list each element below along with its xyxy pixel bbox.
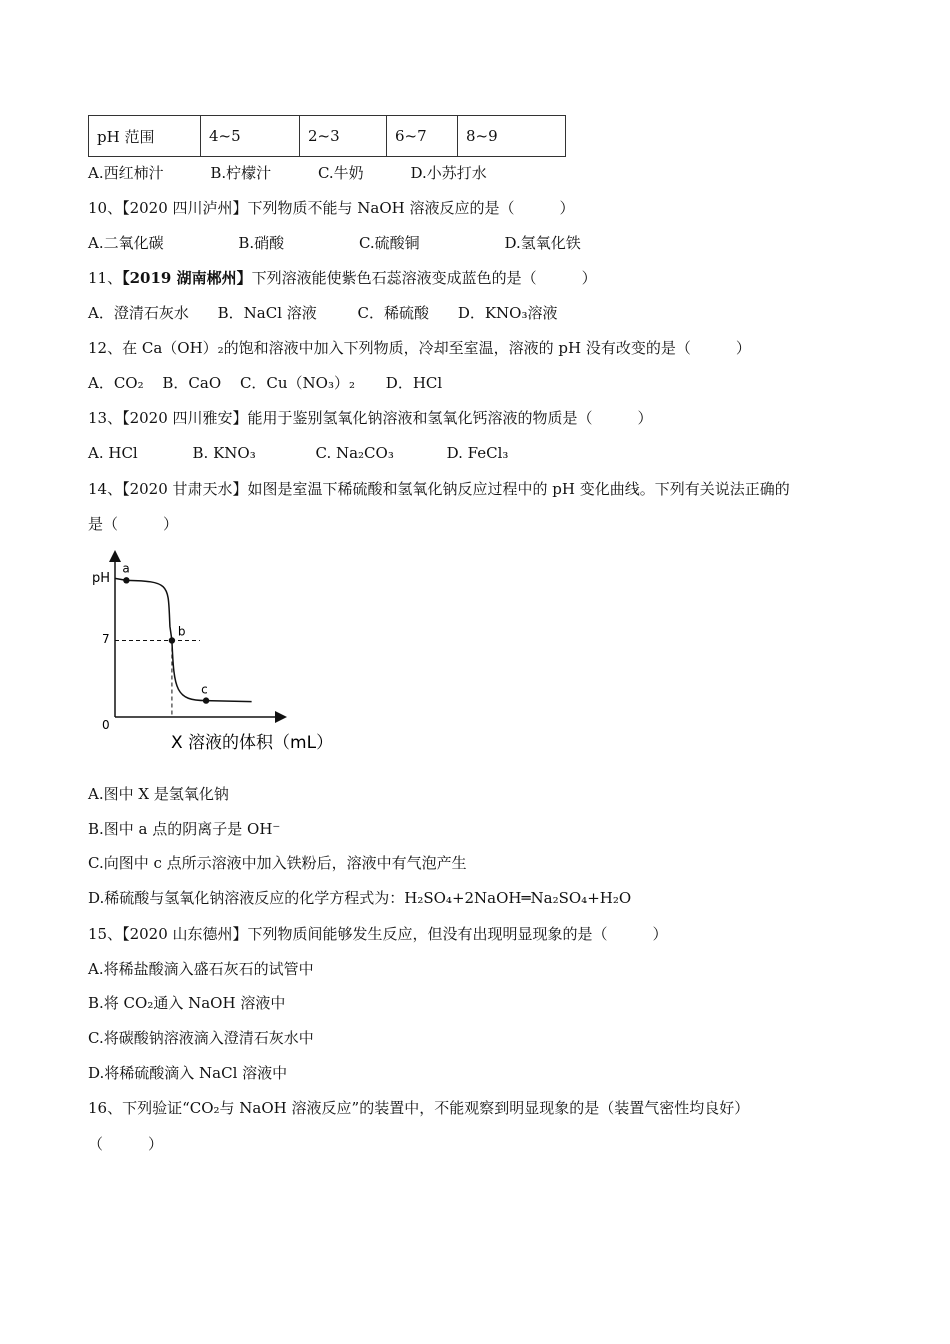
q14-option-b: B.图中 a 点的阴离子是 OH⁻ — [88, 820, 281, 838]
question-text: 下列溶液能使紫色石蕊溶液变成蓝色的是（ ） — [251, 269, 597, 287]
q10-stem: 10、【2020 四川泸州】下列物质不能与 NaOH 溶液反应的是（ ） — [88, 199, 575, 217]
option: A.二氧化碳 — [88, 234, 164, 252]
table-cell: 4~5 — [201, 116, 300, 157]
q12-stem: 12、在 Ca（OH）₂的饱和溶液中加入下列物质，冷却至室温，溶液的 pH 没有改变的是（ ） — [88, 339, 751, 357]
y-axis-label: pH — [92, 571, 111, 586]
option: D.小苏打水 — [410, 164, 487, 182]
q15-stem: 15、【2020 山东德州】下列物质间能够发生反应，但没有出现明显现象的是（ ） — [88, 925, 668, 943]
option: C.牛奶 — [317, 164, 364, 182]
table-cell: 2~3 — [300, 116, 387, 157]
q14-option-a: A.图中 X 是氢氧化钠 — [88, 785, 229, 803]
q14-stem-line1: 14、【2020 甘肃天水】如图是室温下稀硫酸和氢氧化钠反应过程中的 pH 变化曲线。下列有关说法正确的 — [88, 480, 790, 498]
point-c — [203, 697, 209, 703]
point-label-a: a — [122, 561, 130, 576]
option: D．HCl — [385, 374, 443, 392]
table-row — [89, 116, 566, 157]
q10-options — [88, 233, 581, 253]
q13-options — [88, 443, 508, 463]
q16-stem-line1: 16、下列验证“CO₂与 NaOH 溶液反应”的装置中，不能观察到明显现象的是（装置气密性均良好） — [88, 1099, 750, 1117]
option: C.硫酸铜 — [358, 234, 420, 252]
x-axis-label: X 溶液的体积（mL） — [171, 733, 334, 753]
option: A.西红柿汁 — [88, 164, 164, 182]
y-tick-label: 7 — [102, 632, 110, 646]
q15-option-a: A.将稀盐酸滴入盛石灰石的试管中 — [88, 960, 314, 978]
option: D．KNO₃溶液 — [457, 304, 558, 322]
q13-stem: 13、【2020 四川雅安】能用于鉴别氢氧化钠溶液和氢氧化钙溶液的物质是（ ） — [88, 409, 653, 427]
table-cell: 6~7 — [387, 116, 458, 157]
y-tick-label: 0 — [102, 718, 110, 732]
q15-option-b: B.将 CO₂通入 NaOH 溶液中 — [88, 994, 286, 1012]
q11-options — [88, 303, 557, 323]
curve-points — [122, 561, 209, 703]
option: A．澄清石灰水 — [88, 304, 189, 322]
point-label-b: b — [177, 624, 186, 639]
option: B.硝酸 — [238, 234, 285, 252]
point-a — [123, 577, 129, 583]
option: B．CaO — [162, 374, 222, 392]
question-number: 11、 — [88, 269, 123, 287]
option: D. FeCl₃ — [446, 444, 509, 462]
q16-stem-line2: （ ） — [88, 1135, 164, 1153]
q14-option-d: D.稀硫酸与氢氧化钠溶液反应的化学方程式为：H₂SO₄+2NaOH═Na₂SO₄+H₂O — [88, 889, 632, 907]
q14-stem-line2: 是（ ） — [88, 515, 179, 533]
ph-range-table — [88, 115, 566, 157]
option: A. HCl — [88, 444, 138, 462]
option: C．稀硫酸 — [357, 304, 430, 322]
ph-curve-chart — [88, 545, 358, 760]
point-b — [169, 637, 175, 643]
q11-stem — [88, 268, 597, 288]
q15-option-d: D.将稀硫酸滴入 NaCl 溶液中 — [88, 1064, 288, 1082]
option: A．CO₂ — [88, 374, 144, 392]
option: B. KNO₃ — [192, 444, 256, 462]
option: D.氢氧化铁 — [504, 234, 581, 252]
q14-option-c: C.向图中 c 点所示溶液中加入铁粉后，溶液中有气泡产生 — [88, 854, 467, 872]
point-label-c: c — [201, 682, 208, 697]
question-source: 【2019 湖南郴州】 — [122, 269, 252, 287]
option: C．Cu（NO₃）₂ — [239, 374, 356, 392]
q12-options — [88, 373, 442, 393]
ph-curve-line — [115, 578, 252, 701]
table-header-cell: pH 范围 — [89, 116, 201, 157]
q9-options — [88, 163, 487, 183]
q15-option-c: C.将碳酸钠溶液滴入澄清石灰水中 — [88, 1029, 314, 1047]
table-cell: 8~9 — [458, 116, 566, 157]
option: C. Na₂CO₃ — [315, 444, 394, 462]
option: B．NaCl 溶液 — [217, 304, 317, 322]
option: B.柠檬汁 — [210, 164, 272, 182]
